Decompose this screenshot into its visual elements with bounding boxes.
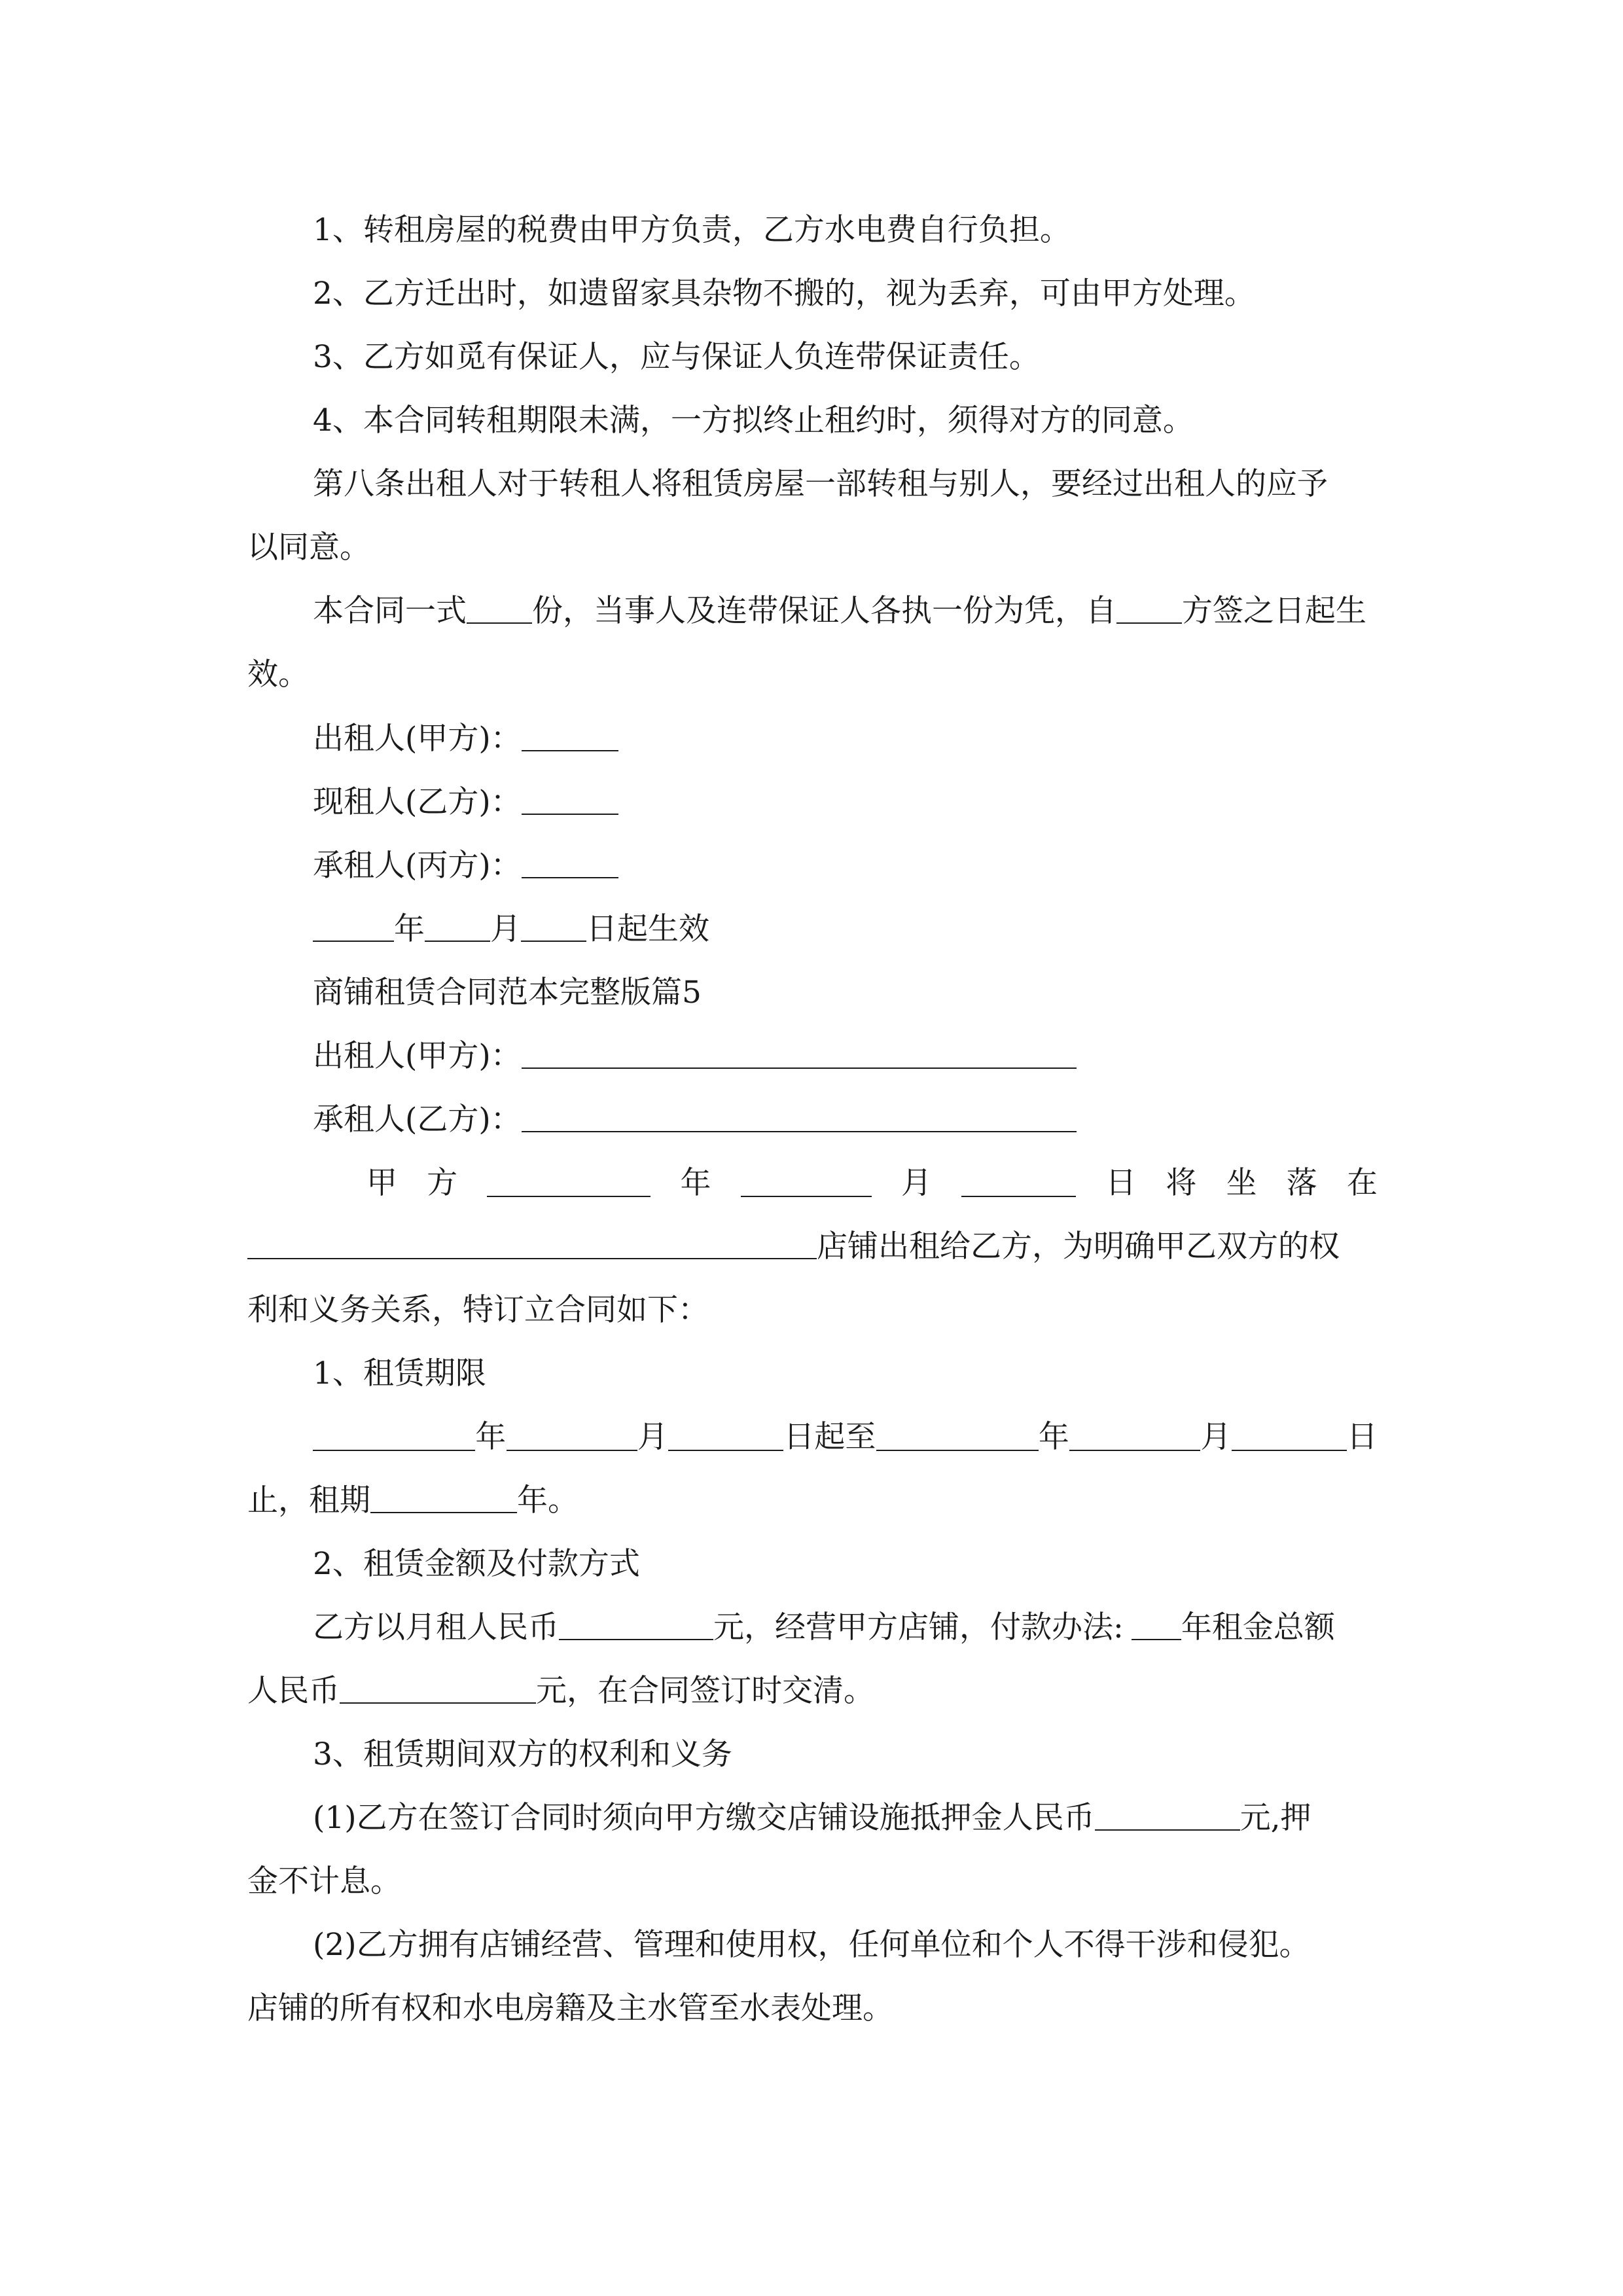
intro-char-3: 年 <box>680 1165 711 1201</box>
right-1-text-b: 元,押 <box>1240 1800 1311 1836</box>
intro-char-6: 将 <box>1166 1165 1197 1201</box>
copies-text-1: 本合同一式 <box>313 593 467 629</box>
term-month-1: 月 <box>637 1419 668 1455</box>
article-8-line2: 以同意。 <box>247 529 370 565</box>
party-b-line <box>0 1088 1623 1152</box>
date-year-blank <box>313 914 394 942</box>
date-month-blank <box>425 914 490 942</box>
section-title: 商铺租赁合同范本完整版篇5 <box>313 975 702 1011</box>
party-b-blank <box>522 1105 1077 1132</box>
term-line2 <box>0 1469 1623 1533</box>
payment-period-blank <box>1132 1613 1181 1640</box>
intro-line2 <box>0 1215 1623 1279</box>
intro-char-2: 方 <box>427 1165 458 1201</box>
monthly-rent-blank <box>559 1613 713 1640</box>
date-year-label: 年 <box>394 911 425 947</box>
intro-char-5: 日 <box>1105 1165 1137 1201</box>
payment-line2 <box>0 1659 1623 1723</box>
intro-char-7: 坐 <box>1226 1165 1257 1201</box>
party-a-blank <box>522 1041 1077 1069</box>
date-day-label: 日起生效 <box>586 911 709 947</box>
clause-4: 4、本合同转租期限未满，一方拟终止租约时，须得对方的同意。 <box>313 403 1194 439</box>
right-1-line1 <box>0 1786 1623 1850</box>
term-year-2: 年 <box>1038 1419 1069 1455</box>
copies-text-2: 份，当事人及连带保证人各执一份为凭，自 <box>532 593 1116 629</box>
intro-char-8: 落 <box>1286 1165 1317 1201</box>
clause-2: 2、乙方迁出时，如遗留家具杂物不搬的，视为丢弃，可由甲方处理。 <box>313 276 1255 312</box>
intro-line1 <box>366 1151 1378 1215</box>
term-end-day-blank <box>1232 1424 1347 1451</box>
party-a-label: 出租人(甲方)： <box>313 1038 522 1074</box>
term-day-1: 日起至 <box>783 1419 876 1455</box>
right-1-text-a: (1)乙方在签订合同时须向甲方缴交店铺设施抵押金人民币 <box>313 1800 1095 1836</box>
signature-current-tenant <box>0 770 1623 834</box>
signature-sublessee <box>0 834 1623 898</box>
intro-day-blank <box>961 1170 1076 1197</box>
payment-text-3: 年租金总额 <box>1181 1609 1335 1645</box>
signature-sublessee-label: 承租人(丙方)： <box>313 848 522 884</box>
payment-text-4: 人民币 <box>247 1673 340 1709</box>
intro-line3: 利和义务关系，特订立合同如下： <box>247 1292 709 1328</box>
right-1-line2: 金不计息。 <box>247 1863 401 1899</box>
right-2-line2: 店铺的所有权和水电房籍及主水管至水表处理。 <box>247 1990 893 2026</box>
intro-location-blank <box>247 1232 817 1259</box>
clause-1: 1、转租房屋的税费由甲方负责，乙方水电费自行负担。 <box>313 212 1071 248</box>
term-year-1: 年 <box>475 1419 507 1455</box>
intro-char-9: 在 <box>1346 1165 1378 1201</box>
article-8-line1: 第八条出租人对于转租人将租赁房屋一部转租与别人，要经过出租人的应予 <box>313 466 1328 502</box>
term-month-2: 月 <box>1200 1419 1232 1455</box>
term-end-year-blank <box>876 1424 1039 1451</box>
term-start-year-blank <box>313 1424 475 1451</box>
clause-3: 3、乙方如觅有保证人，应与保证人负连带保证责任。 <box>313 339 1040 375</box>
party-b-label: 承租人(乙方)： <box>313 1102 522 1138</box>
heading-rights-duties: 3、租赁期间双方的权利和义务 <box>313 1736 732 1772</box>
right-2-line1: (2)乙方拥有店铺经营、管理和使用权，任何单位和个人不得干涉和侵犯。 <box>313 1927 1310 1963</box>
intro-char-1: 甲 <box>366 1165 397 1201</box>
term-day-2: 日 <box>1346 1419 1378 1455</box>
annual-rent-blank <box>340 1676 536 1704</box>
signature-lessor-blank <box>522 724 618 751</box>
signature-current-tenant-blank <box>522 787 618 815</box>
signature-lessor <box>0 707 1623 771</box>
effective-party-blank <box>1116 596 1182 624</box>
payment-text-1: 乙方以月租人民币 <box>313 1609 559 1645</box>
term-line1 <box>313 1405 1378 1469</box>
payment-text-2: 元，经营甲方店铺，付款办法: <box>713 1609 1124 1645</box>
date-month-label: 月 <box>490 911 521 947</box>
deposit-amount-blank <box>1095 1803 1240 1831</box>
intro-year-blank <box>487 1170 651 1197</box>
effective-date-line <box>0 897 1623 961</box>
payment-line1 <box>0 1596 1623 1660</box>
payment-text-5: 元，在合同签订时交清。 <box>536 1673 874 1709</box>
term-line2-text-a: 止，租期 <box>247 1482 370 1518</box>
term-end-month-blank <box>1069 1424 1200 1451</box>
copies-count-blank <box>467 596 532 624</box>
intro-month-blank <box>741 1170 872 1197</box>
heading-lease-term: 1、租赁期限 <box>313 1355 486 1391</box>
intro-line2-text: 店铺出租给乙方，为明确甲乙双方的权 <box>817 1229 1340 1265</box>
party-a-line <box>0 1024 1623 1088</box>
heading-rent-payment: 2、租赁金额及付款方式 <box>313 1546 640 1582</box>
term-start-month-blank <box>507 1424 637 1451</box>
signature-current-tenant-label: 现租人(乙方)： <box>313 784 522 820</box>
copies-line1 <box>0 579 1623 643</box>
copies-text-3: 方签之日起生 <box>1182 593 1366 629</box>
term-line2-text-b: 年。 <box>517 1482 579 1518</box>
date-day-blank <box>521 914 586 942</box>
term-duration-blank <box>370 1486 517 1513</box>
term-start-day-blank <box>668 1424 783 1451</box>
intro-char-4: 月 <box>901 1165 932 1201</box>
signature-sublessee-blank <box>522 851 618 878</box>
copies-line2: 效。 <box>247 656 309 692</box>
signature-lessor-label: 出租人(甲方)： <box>313 721 522 757</box>
